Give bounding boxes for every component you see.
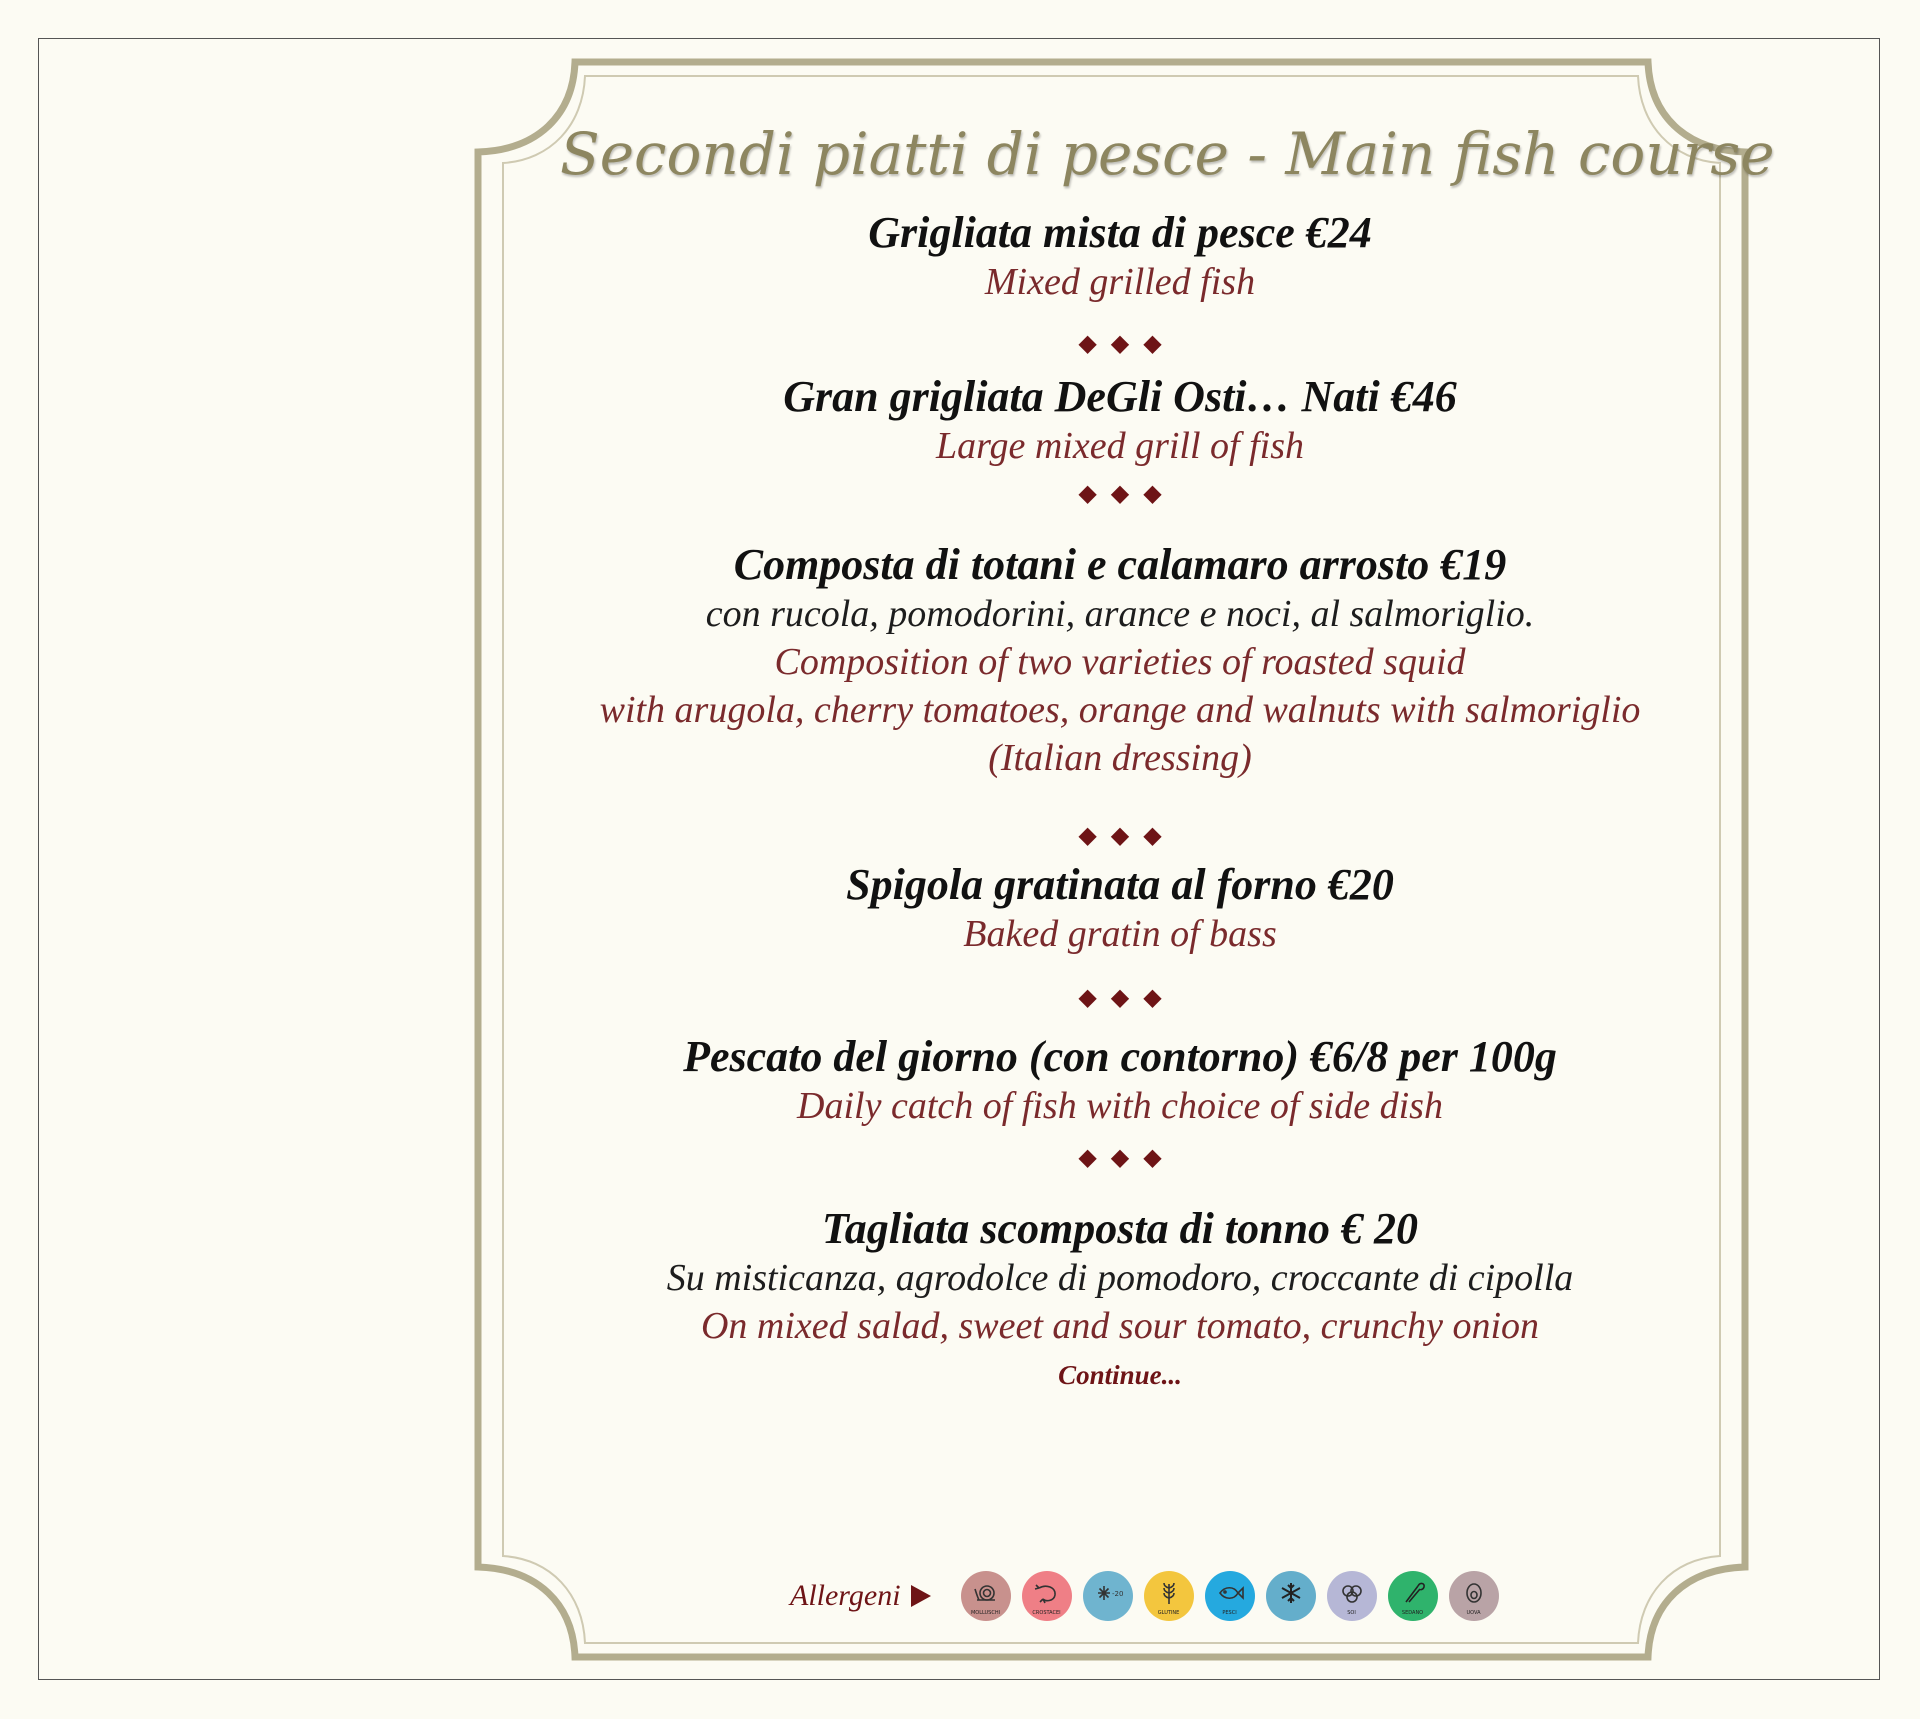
dish-description-en: with arugola, cherry tomatoes, orange and walnuts with salmoriglio [599, 689, 1641, 731]
diamond-separator: ◆◆◆ [1078, 1143, 1176, 1171]
allergen-caption: MOLLUSCHI [970, 1610, 1001, 1616]
dish-description-en: Composition of two varieties of roasted squid [774, 641, 1466, 683]
dish-description-en: Daily catch of fish with choice of side dish [797, 1085, 1443, 1127]
frozen-minus20-icon [1083, 1571, 1133, 1621]
mollusk-icon [961, 1571, 1011, 1621]
dish-description-it: Su misticanza, agrodolce di pomodoro, croccante di cipolla [666, 1257, 1574, 1299]
allergens-legend [790, 1568, 1510, 1624]
allergen-caption: SEDANO [1401, 1610, 1424, 1616]
allergens-label: Allergeni [790, 1579, 901, 1612]
diamond-separator: ◆◆◆ [1078, 983, 1176, 1011]
dish-description-en: On mixed salad, sweet and sour tomato, crunchy onion [700, 1305, 1540, 1347]
fish-icon [1205, 1571, 1255, 1621]
dish-name: Tagliata scomposta di tonno € 20 [821, 1204, 1419, 1253]
diamond-separator: ◆◆◆ [1078, 479, 1176, 507]
dish-description-en: Mixed grilled fish [984, 261, 1256, 303]
dish-item [560, 1032, 1680, 1130]
arrow-right-icon [911, 1585, 931, 1607]
dish-description-en: Baked gratin of bass [963, 913, 1277, 955]
dish-item [560, 208, 1680, 306]
dish-name: Grigliata mista di pesce €24 [868, 208, 1372, 257]
soy-icon [1327, 1571, 1377, 1621]
allergen-caption: SOI [1347, 1610, 1356, 1616]
snowflake-icon [1266, 1571, 1316, 1621]
dish-item [560, 1204, 1680, 1350]
dish-item [560, 372, 1680, 470]
wheat-icon [1144, 1571, 1194, 1621]
diamond-separator: ◆◆◆ [1078, 329, 1176, 357]
allergen-caption: PESCI [1222, 1610, 1237, 1616]
allergen-caption: GLUTINE [1157, 1610, 1180, 1616]
shrimp-icon [1022, 1571, 1072, 1621]
menu-title: Secondi piatti di pesce - Main fish course [560, 120, 1775, 188]
dish-item [560, 540, 1680, 782]
allergen-caption: UOVA [1466, 1610, 1481, 1616]
dish-name: Gran grigliata DeGli Osti… Nati €46 [783, 372, 1457, 421]
continue-link[interactable]: Continue... [1058, 1360, 1182, 1390]
dish-name: Pescato del giorno (con contorno) €6/8 per 100g [683, 1032, 1557, 1081]
dish-item [560, 860, 1680, 958]
menu-content [560, 112, 1775, 1391]
allergen-caption: CROSTACEI [1032, 1610, 1061, 1616]
dish-description-en: Large mixed grill of fish [935, 425, 1305, 467]
egg-icon [1449, 1571, 1499, 1621]
dish-name: Composta di totani e calamaro arrosto €19 [733, 540, 1507, 589]
dish-description-en: (Italian dressing) [988, 737, 1252, 779]
dish-description-it: con rucola, pomodorini, arance e noci, al salmoriglio. [705, 593, 1535, 635]
diamond-separator: ◆◆◆ [1078, 821, 1176, 849]
svg-text:-20: -20 [1111, 1590, 1123, 1598]
dish-name: Spigola gratinata al forno €20 [846, 860, 1394, 909]
celery-icon [1388, 1571, 1438, 1621]
